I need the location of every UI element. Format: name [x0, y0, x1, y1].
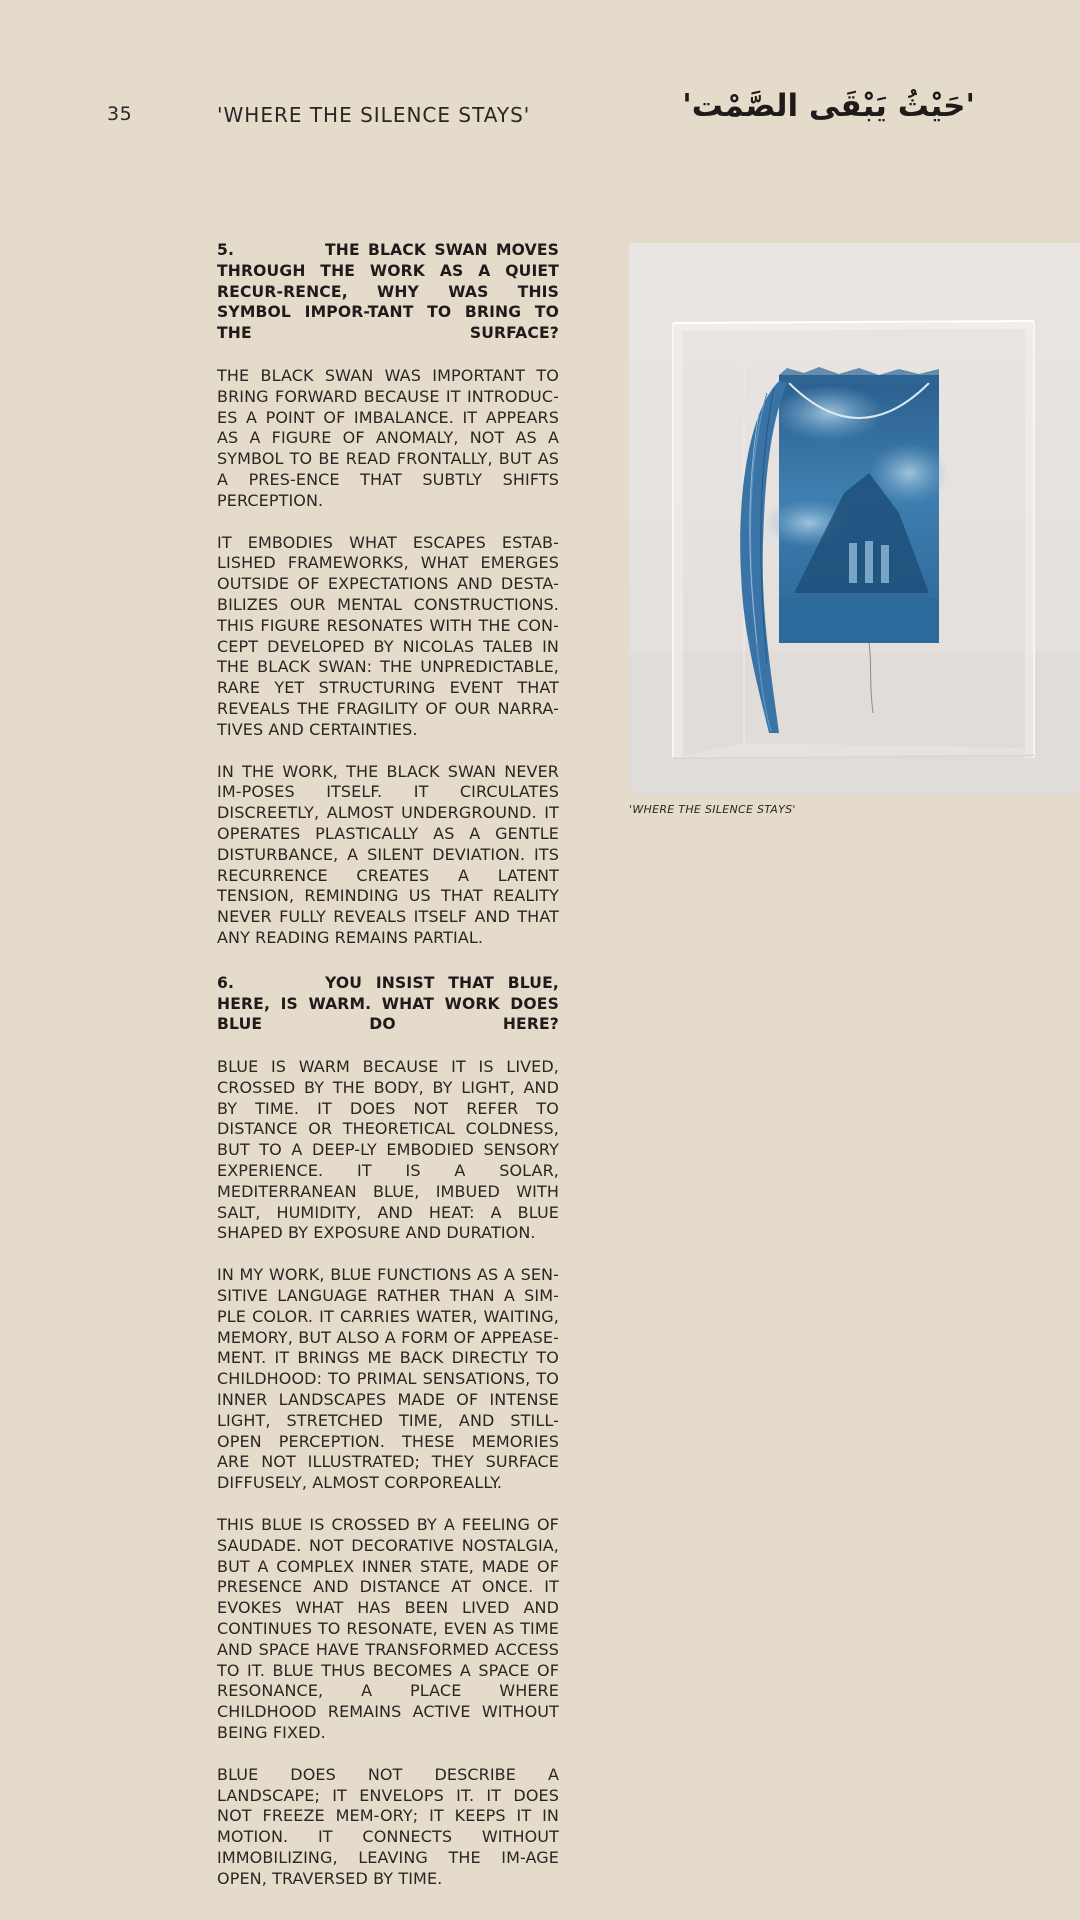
- artwork-photo: [629, 243, 1080, 795]
- figure-caption: 'WHERE THE SILENCE STAYS': [629, 803, 796, 816]
- floor: [629, 653, 1080, 795]
- answer-paragraph: THIS BLUE IS CROSSED BY A FEELING OF SAUDADE. NOT DECORATIVE NOSTALGIA, BUT A COMPLEX INNER STATE, MADE OF PRESENCE AND DISTANCE AT ONCE. IT EVOKES WHAT HAS BEEN LIVED AND CONTINUES TO RESONATE, EVEN AS TIME AND SPACE HAVE TRANSFORMED ACCESS TO IT. BLUE THUS BECOMES A SPACE OF RESONANCE, A PLACE WHERE CHILDHOOD REMAINS ACTIVE WITHOUT BEING FIXED.: [217, 1515, 559, 1742]
- interview-text-column: [217, 240, 559, 1911]
- question-heading: [217, 240, 559, 344]
- question-text: YOU INSIST THAT BLUE, HERE, IS WARM. WHAT WORK DOES BLUE DO HERE?: [217, 973, 559, 1034]
- page-header: [0, 0, 1080, 200]
- running-title: 'WHERE THE SILENCE STAYS': [217, 103, 531, 127]
- answer-paragraph: IN MY WORK, BLUE FUNCTIONS AS A SEN-SITIVE LANGUAGE RATHER THAN A SIM-PLE COLOR. IT CARRIES WATER, WAITING, MEMORY, BUT ALSO A FORM OF APPEASE-MENT. IT BRINGS ME BACK DIRECTLY TO CHILDHOOD: TO PRIMAL SENSATIONS, TO INNER LANDSCAPES MADE OF INTENSE LIGHT, STRETCHED TIME, AND STILL-OPEN PERCEPTION. THESE MEMORIES ARE NOT ILLUSTRATED; THEY SURFACE DIFFUSELY, ALMOST CORPOREALLY.: [217, 1265, 559, 1493]
- answer-paragraph: BLUE IS WARM BECAUSE IT IS LIVED, CROSSED BY THE BODY, BY LIGHT, AND BY TIME. IT DOES NOT REFER TO DISTANCE OR THEORETICAL COLDNESS, BUT TO A DEEP-LY EMBODIED SENSORY EXPERIENCE. IT IS A SOLAR, MEDITERRANEAN BLUE, IMBUED WITH SALT, HUMIDITY, AND HEAT: A BLUE SHAPED BY EXPOSURE AND DURATION.: [217, 1057, 559, 1243]
- question-text: THE BLACK SWAN MOVES THROUGH THE WORK AS A QUIET RECUR-RENCE, WHY WAS THIS SYMBOL IMPOR-TANT TO BRING TO THE SURFACE?: [217, 241, 559, 343]
- arabic-title: 'حَيْثُ يَبْقَى الصَّمْت': [682, 88, 975, 124]
- artwork-illustration: [629, 243, 1080, 795]
- answer-paragraph: IT EMBODIES WHAT ESCAPES ESTAB-LISHED FRAMEWORKS, WHAT EMERGES OUTSIDE OF EXPECTATIONS AND DESTA-BILIZES OUR MENTAL CONSTRUCTIONS. THIS FIGURE RESONATES WITH THE CON-CEPT DEVELOPED BY NICOLAS TALEB IN THE BLACK SWAN: THE UNPREDICTABLE, RARE YET STRUCTURING EVENT THAT REVEALS THE FRAGILITY OF OUR NARRA-TIVES AND CERTAINTIES.: [217, 532, 559, 739]
- page-number: 35: [107, 103, 133, 125]
- question-heading: [217, 973, 559, 1035]
- cyanotype-fabric: [764, 367, 949, 643]
- answer-paragraph: IN THE WORK, THE BLACK SWAN NEVER IM-POSES ITSELF. IT CIRCULATES DISCREETLY, ALMOST UNDERGROUND. IT OPERATES PLASTICALLY AS A GENTLE DISTURBANCE, A SILENT DEVIATION. ITS RECURRENCE CREATES A LATENT TENSION, REMINDING US THAT REALITY NEVER FULLY REVEALS ITSELF AND THAT ANY READING REMAINS PARTIAL.: [217, 761, 559, 947]
- answer-paragraph: THE BLACK SWAN WAS IMPORTANT TO BRING FORWARD BECAUSE IT INTRODUC-ES A POINT OF IMBALANCE. IT APPEARS AS A FIGURE OF ANOMALY, NOT AS A SYMBOL TO BE READ FRONTALLY, BUT AS A PRES-ENCE THAT SUBTLY SHIFTS PERCEPTION.: [217, 365, 559, 510]
- question-number: 5.: [217, 241, 235, 259]
- question-number: 6.: [217, 973, 235, 992]
- answer-paragraph: BLUE DOES NOT DESCRIBE A LANDSCAPE; IT ENVELOPS IT. IT DOES NOT FREEZE MEM-ORY; IT KEEPS IT IN MOTION. IT CONNECTS WITHOUT IMMOBILIZING, LEAVING THE IM-AGE OPEN, TRAVERSED BY TIME.: [217, 1764, 559, 1888]
